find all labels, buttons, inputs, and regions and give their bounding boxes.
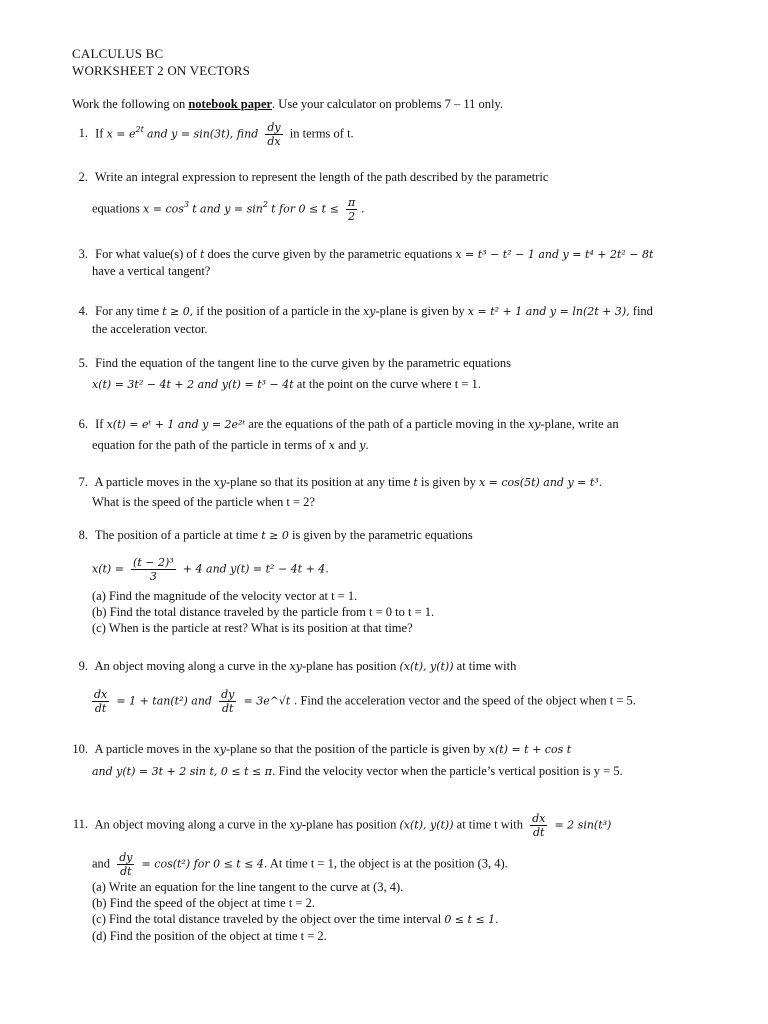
problem-text: A particle moves in the [94, 742, 211, 756]
problem-8-part-b: (b) Find the total distance traveled by the particle from t = 0 to t = 1. [92, 605, 435, 619]
problem-text: -plane is given by [375, 304, 465, 318]
math-expression: x = t³ − t² − 1 and y = t⁴ + 2t² − 8t [455, 248, 654, 261]
problem-text: An object moving along a curve in the [94, 817, 287, 832]
problem-text: Find the equation of the tangent line to the curve given by the parametric equations [95, 356, 511, 370]
problem-7 [74, 474, 602, 491]
math-expression: = cos(t²) for 0 ≤ t ≤ 4. [141, 857, 268, 871]
problem-number: 9. [78, 659, 88, 673]
math-expression: x(t) = t + cos t [488, 743, 572, 756]
frac-numerator: dy [267, 121, 281, 134]
problem-text: equation for the path of the particle in terms of [92, 438, 326, 452]
problem-11 [72, 812, 611, 839]
math-exponent: 2t [135, 125, 144, 135]
problem-4-cont: the acceleration vector. [92, 322, 208, 336]
math-exponent: 3 [183, 200, 189, 210]
math-expression: t ≥ 0, [162, 305, 194, 318]
dx-dt-fraction [530, 812, 547, 839]
problem-6-cont [92, 437, 369, 454]
problem-text: What is the speed of the particle when [92, 495, 284, 509]
math-variable: t [413, 476, 418, 489]
problem-text: if the position of a particle in the [196, 304, 360, 318]
problem-text: is given by the parametric equations [291, 528, 473, 542]
problem-10-cont [92, 763, 623, 780]
frac-denominator: dt [120, 865, 132, 878]
problem-text: equations [92, 201, 140, 216]
problem-text: -plane so that its position at any time [225, 475, 411, 489]
problem-text: t = 1. [454, 377, 481, 391]
math-variable: xy [528, 418, 541, 431]
math-expression: = 2 sin(t³) [554, 818, 612, 832]
problem-text: are the equations of the path of a particle moving in the [248, 417, 525, 431]
problem-text: is given by [420, 475, 476, 489]
problem-text: If [95, 126, 104, 141]
punctuation: . [365, 438, 369, 452]
frac-denominator: dt [532, 826, 545, 839]
problem-2 [74, 169, 548, 185]
math-expression: (x(t), y(t)) [399, 660, 454, 673]
problem-11-part-a: (a) Write an equation for the line tangent to the curve at (3, 4). [92, 880, 404, 894]
problem-5 [74, 355, 511, 371]
frac-denominator: dt [221, 702, 234, 715]
problem-11-part-d: (d) Find the position of the object at time t = 2. [92, 929, 327, 943]
math-exponent: 2 [262, 200, 268, 210]
problem-9-equations [88, 688, 636, 715]
math-expression: x = cos [143, 202, 184, 216]
problem-text: -plane has position [301, 659, 397, 673]
problem-11-part-c [92, 911, 499, 928]
problem-number: 6. [78, 417, 88, 431]
math-expression: x = cos(5t) and y = t³. [478, 476, 603, 489]
frac-numerator: π [347, 196, 356, 209]
cubic-fraction [131, 556, 176, 583]
problem-text: and [92, 856, 111, 871]
problem-text: does the curve given by the parametric equations [207, 247, 453, 261]
problem-text: An object moving along a curve in the [94, 659, 287, 673]
problem-text: at time t with [456, 817, 523, 832]
problem-text: at the point on the curve where [296, 377, 452, 391]
problem-text: find [632, 304, 653, 318]
math-expression: and y(t) = 3t + 2 sin t, 0 ≤ t ≤ π. [92, 765, 276, 778]
problem-3 [74, 246, 653, 263]
problem-10 [72, 741, 571, 758]
problem-text: t = 1, the object is at the position (3, 4). [310, 856, 508, 871]
math-expression: x(t) = eᵗ + 1 and y = 2e²ᵗ [106, 418, 246, 431]
problem-number: 4. [78, 304, 88, 318]
problem-6 [74, 416, 619, 433]
frac-denominator: dx [267, 135, 281, 148]
problem-text: At time [269, 856, 308, 871]
course-title: CALCULUS BC [72, 46, 164, 61]
math-expression: x(t) = [92, 562, 124, 576]
problem-1 [74, 121, 354, 148]
problem-text: and [338, 438, 357, 452]
math-expression: t [199, 248, 205, 261]
problem-3-cont: have a vertical tangent? [92, 264, 211, 278]
math-variable: xy [289, 660, 302, 673]
problem-8-equations [92, 556, 329, 583]
frac-numerator: dx [94, 688, 108, 701]
math-variable: xy [213, 743, 226, 756]
math-expression: 0 ≤ t ≤ 1. [444, 913, 499, 926]
math-expression: (x(t), y(t)) [399, 818, 454, 832]
math-expression: t and y = sin [192, 202, 263, 216]
problem-text: For any time [95, 304, 160, 318]
math-expression: t ≥ 0 [261, 529, 289, 542]
problem-number: 1. [78, 126, 88, 141]
math-expression: x = t² + 1 and y = ln(2t + 3), [467, 305, 630, 318]
dx-dt-fraction [92, 688, 109, 715]
problem-text: -plane has position [301, 817, 397, 832]
math-variable: x [328, 439, 335, 452]
instructions [72, 96, 503, 112]
worksheet-title: WORKSHEET 2 ON VECTORS [72, 63, 251, 78]
problem-2-equations [92, 196, 364, 223]
problem-text: Find the velocity vector when the particle’s vertical position is [278, 764, 591, 778]
problem-text: -plane, write an [540, 417, 619, 431]
problem-8 [74, 527, 473, 544]
math-variable: y [359, 439, 366, 452]
math-expression: and y = sin(3t), find [146, 127, 259, 141]
problem-text: t = 5. [609, 693, 636, 708]
problem-number: 3. [78, 247, 88, 261]
problem-text: Write an integral expression to represent the length of the path described by the parametric [94, 170, 549, 184]
frac-numerator: dy [221, 688, 235, 701]
math-variable: xy [213, 476, 226, 489]
problem-number: 5. [78, 356, 88, 370]
math-variable: xy [289, 818, 302, 832]
derivative-fraction [265, 121, 282, 148]
punctuation: . [361, 201, 365, 216]
math-expression: x(t) = 3t² − 4t + 2 and y(t) = t³ − 4t [92, 378, 294, 391]
problem-text: A particle moves in the [94, 475, 211, 489]
problem-text: in terms of t. [289, 126, 354, 141]
math-expression: + 4 and y(t) = t² − 4t + 4. [182, 562, 329, 576]
frac-denominator: 2 [348, 210, 356, 223]
frac-numerator: (t − 2)³ [133, 556, 174, 569]
pi-over-two-fraction [346, 196, 357, 223]
problem-text: y = 5. [593, 764, 623, 778]
frac-numerator: dx [532, 812, 546, 825]
math-expression: t for 0 ≤ t ≤ [271, 202, 339, 216]
problem-7-cont [92, 494, 315, 510]
math-expression: = 3e^√t . [243, 694, 298, 708]
math-expression: x = e [106, 127, 136, 141]
problem-number: 11. [72, 817, 88, 832]
problem-text: at time with [456, 659, 517, 673]
problem-9 [74, 658, 516, 675]
problem-text: For what value(s) of [95, 247, 197, 261]
problem-8-part-a: (a) Find the magnitude of the velocity vector at t = 1. [92, 589, 358, 603]
math-expression: = 1 + tan(t²) and [116, 694, 212, 708]
problem-number: 2. [78, 170, 88, 184]
problem-number: 7. [78, 475, 88, 489]
problem-number: 8. [78, 528, 88, 542]
problem-text: t = 2? [286, 495, 315, 509]
dy-dt-fraction [219, 688, 236, 715]
problem-number: 10. [72, 742, 88, 756]
frac-denominator: dt [94, 702, 107, 715]
problem-text: -plane so that the position of the particle is given by [225, 742, 486, 756]
problem-11-cont [92, 851, 508, 878]
math-variable: xy [363, 305, 376, 318]
problem-text: The position of a particle at time [94, 528, 259, 542]
instructions-suffix: . Use your calculator on problems 7 – 11 only. [272, 97, 504, 111]
instructions-bold: notebook paper [188, 97, 273, 111]
problem-5-equations [92, 376, 481, 393]
problem-11-part-b: (b) Find the speed of the object at time t = 2. [92, 896, 315, 910]
problem-text: If [95, 417, 104, 431]
problem-4 [74, 303, 653, 320]
problem-text: (c) Find the total distance traveled by the object over the time interval [92, 912, 442, 926]
frac-numerator: dy [119, 851, 133, 864]
instructions-prefix: Work the following on [72, 97, 186, 111]
problem-8-part-c: (c) When is the particle at rest? What is its position at that time? [92, 621, 413, 635]
dy-dt-fraction [117, 851, 134, 878]
frac-denominator: 3 [149, 570, 157, 583]
problem-text: Find the acceleration vector and the speed of the object when [300, 693, 607, 708]
